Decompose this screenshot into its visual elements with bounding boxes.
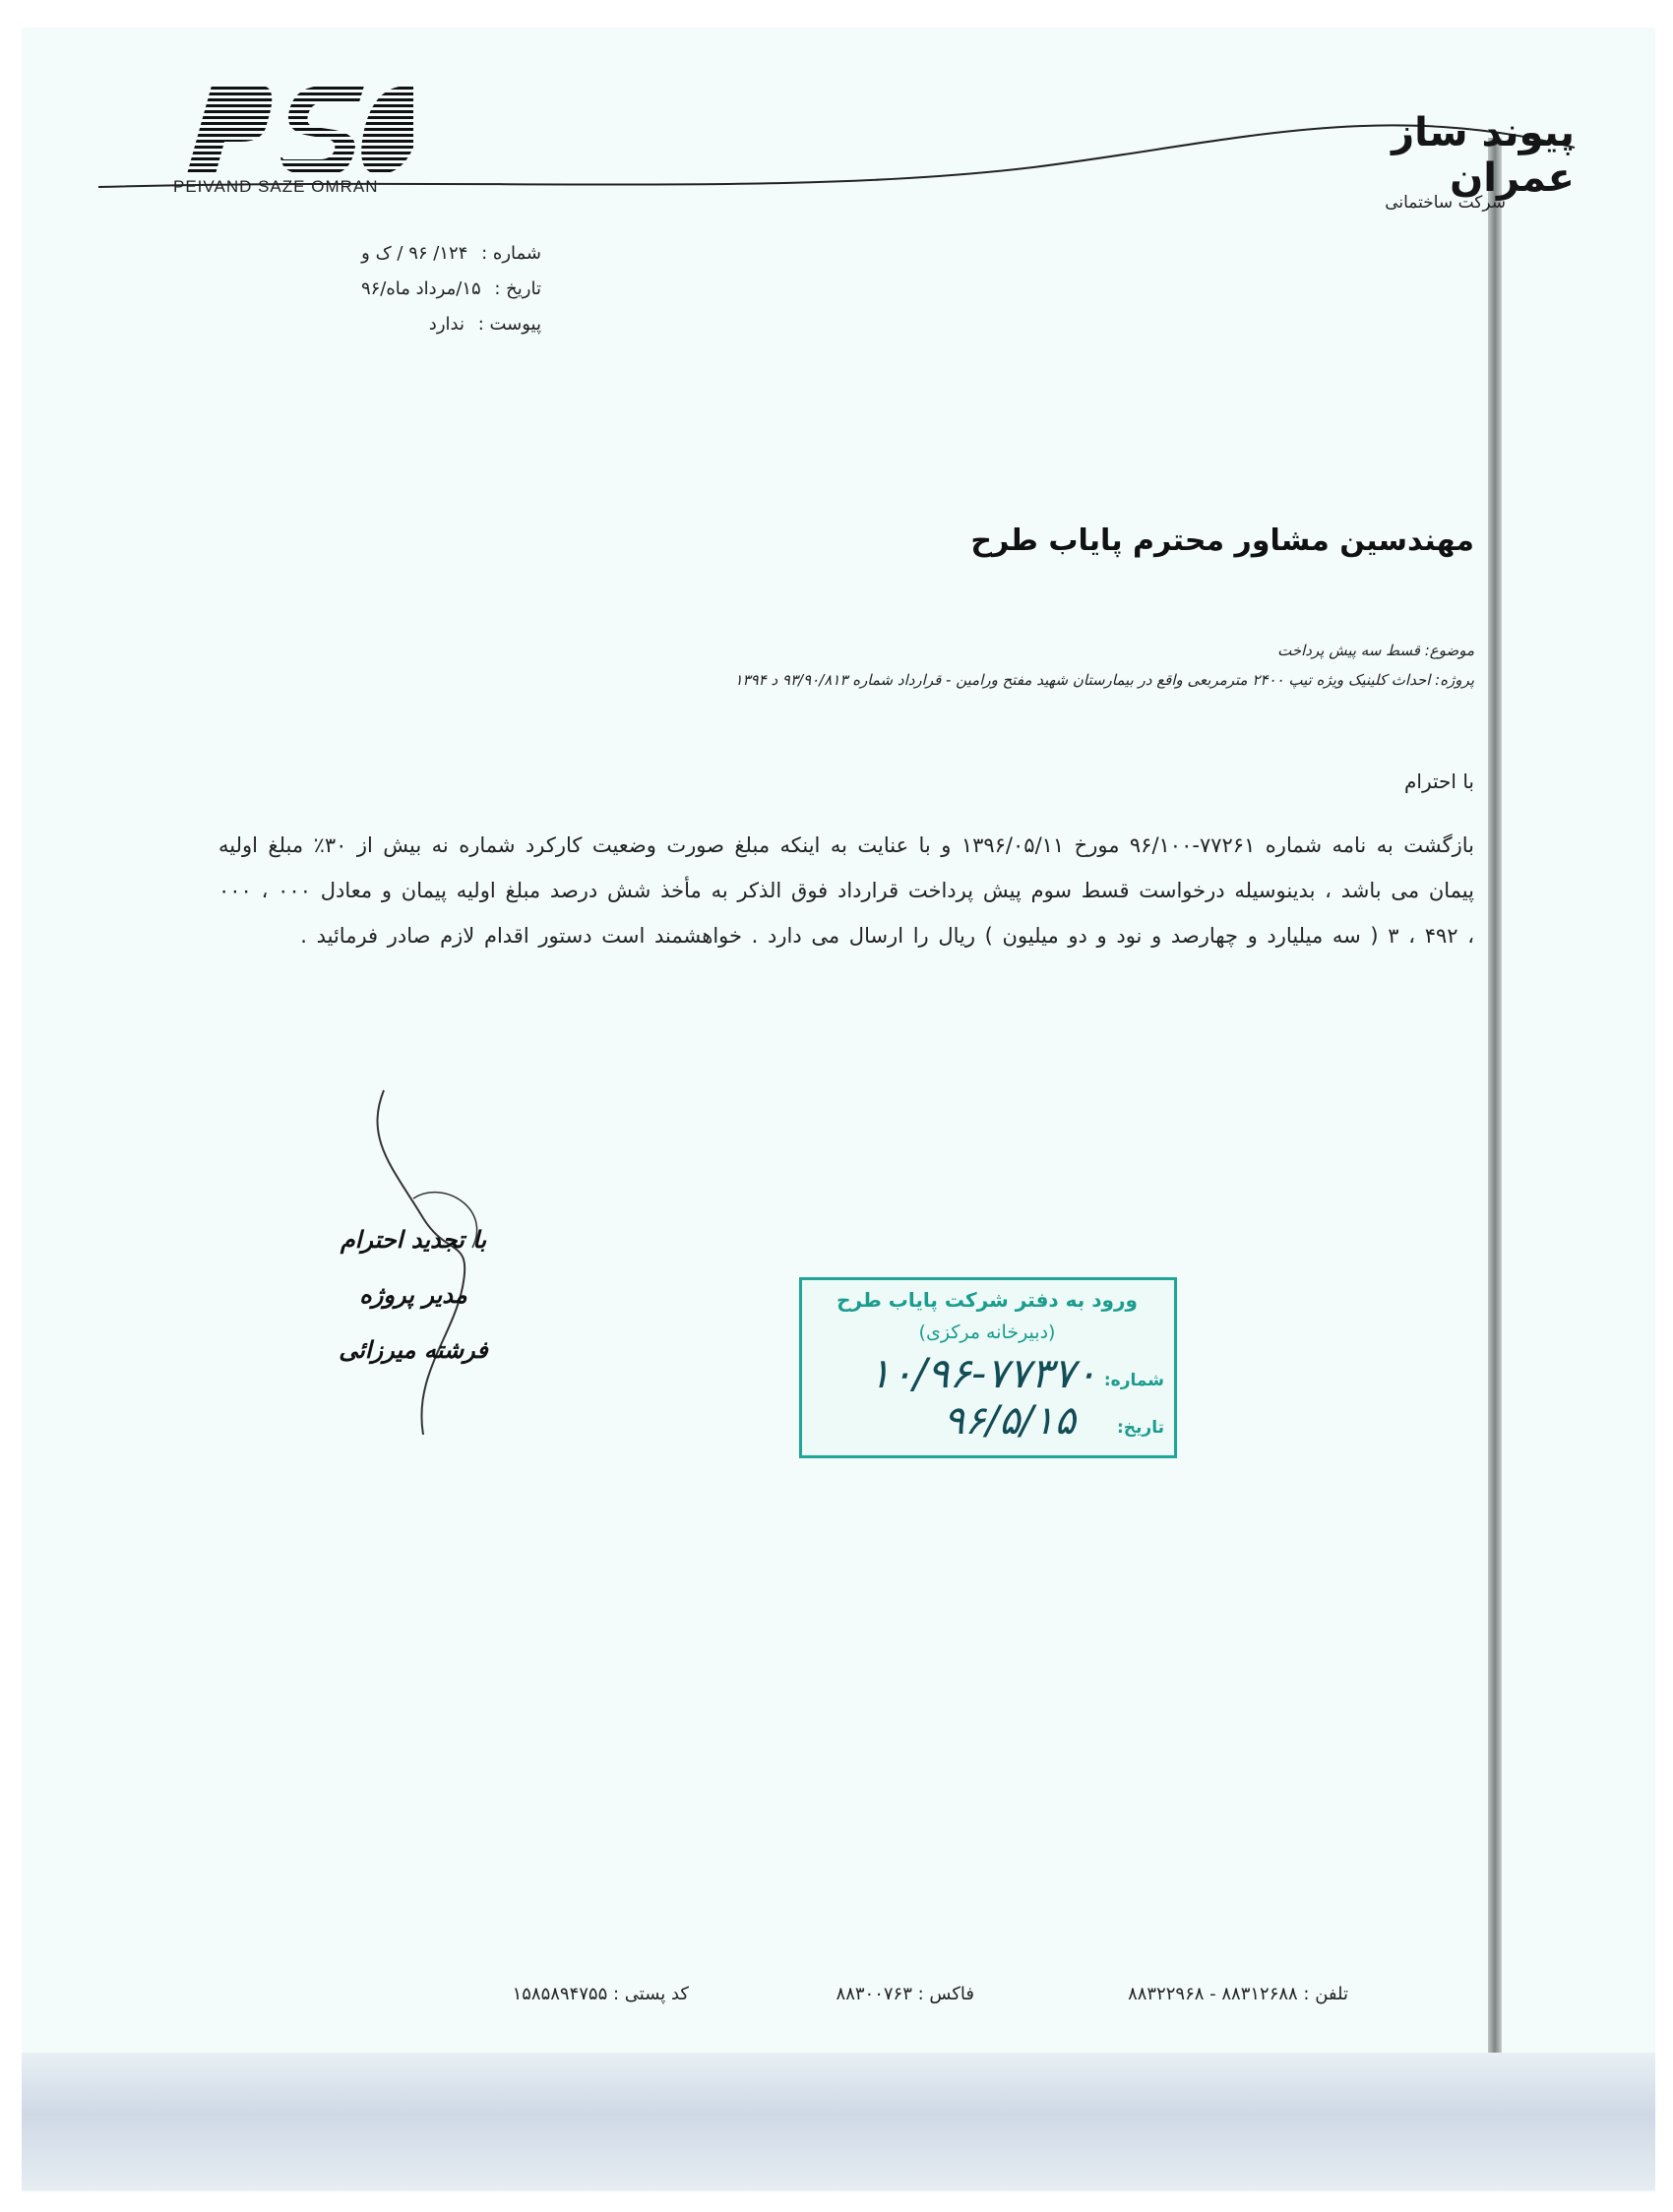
- meta-attachment-label: پیوست :: [477, 314, 541, 335]
- stamp-date-label: تاریخ:: [1117, 1418, 1164, 1438]
- meta-attachment: [276, 307, 541, 342]
- letter-body: بازگشت به نامه شماره ۷۷۲۶۱-۹۶/۱۰۰ مورخ ۱۳۹۶/۰۵/۱۱ و با عنایت به اینکه مبلغ صورت وضعیت کارکرد شماره نه بیش از ۳۰٪ مبلغ اولیه پیمان می باشد ، بدینوسیله درخواست قسط سوم پیش پرداخت قرارداد فوق الذکر به مأخذ شش درصد مبلغ اولیه پیمان و معادل ۰۰۰ ، ۰۰۰ ، ۴۹۲ ، ۳ ( سه میلیارد و چهارصد و نود و دو میلیون ) ریال را ارسال می دارد . خواهشمند است دستور اقدام لازم صادر فرمائید .: [218, 833, 1474, 948]
- footer-postal-code: کد پستی : ۱۵۸۵۸۹۴۷۵۵: [512, 1984, 689, 2004]
- project-line: پروژه: احداث کلینیک ویژه تیپ ۲۴۰۰ مترمربعی واقع در بیمارستان شهید مفتح ورامین - قرارداد شماره ۹۳/۹۰/۸۱۳ د ۱۳۹۴: [734, 671, 1474, 689]
- scan-bottom-band: [22, 2053, 1655, 2190]
- pso-logo: [167, 81, 413, 179]
- meta-number-label: شماره :: [481, 243, 541, 264]
- meta-attachment-value: ندارد: [428, 314, 465, 335]
- subject-line: موضوع: قسط سه پیش پرداخت: [1277, 642, 1474, 659]
- footer-fax: فاکس : ۸۸۳۰۰۷۶۳: [836, 1984, 974, 2004]
- meta-date-label: تاریخ :: [494, 278, 541, 299]
- stamp-number-label: شماره:: [1103, 1371, 1164, 1390]
- subject-block: [551, 636, 1474, 695]
- company-name: پیوند ساز عمران: [1392, 110, 1575, 201]
- stamp-number-value: ۱۰/۹۶-۷۷۳۷۰: [868, 1349, 1097, 1397]
- closing-name: فرشته میرزائی: [339, 1336, 488, 1364]
- closing-title: مدیر پروژه: [359, 1281, 467, 1309]
- meta-number: [276, 236, 541, 272]
- letter-meta: [276, 236, 541, 342]
- stamp-date-value: ۹۶/۵/۱۵: [943, 1398, 1076, 1444]
- footer-phone: تلفن : ۸۸۳۱۲۶۸۸ - ۸۸۳۲۲۹۶۸: [1128, 1984, 1348, 2004]
- greeting: با احترام: [1404, 769, 1474, 793]
- meta-date-value: ۱۵/مرداد ماه/۹۶: [360, 278, 481, 299]
- scan-edge-strip: [1488, 138, 1502, 2125]
- receipt-stamp: [799, 1277, 1177, 1458]
- recipient: مهندسین مشاور محترم پایاب طرح: [970, 523, 1474, 558]
- meta-date: [276, 272, 541, 307]
- meta-number-value: ۱۲۴/ ۹۶ / ک و: [361, 243, 468, 264]
- closing-regards: با تجدید احترام: [340, 1226, 487, 1254]
- stamp-subtitle: (دبیرخانه مرکزی): [918, 1321, 1056, 1343]
- company-type: شرکت ساختمانی: [1385, 193, 1506, 213]
- letter-sheet: [22, 28, 1655, 2192]
- closing-block: [295, 1212, 531, 1378]
- logo-text: PEIVAND SAZE OMRAN: [173, 177, 379, 196]
- stamp-title: ورود به دفتر شرکت پایاب طرح: [836, 1288, 1138, 1312]
